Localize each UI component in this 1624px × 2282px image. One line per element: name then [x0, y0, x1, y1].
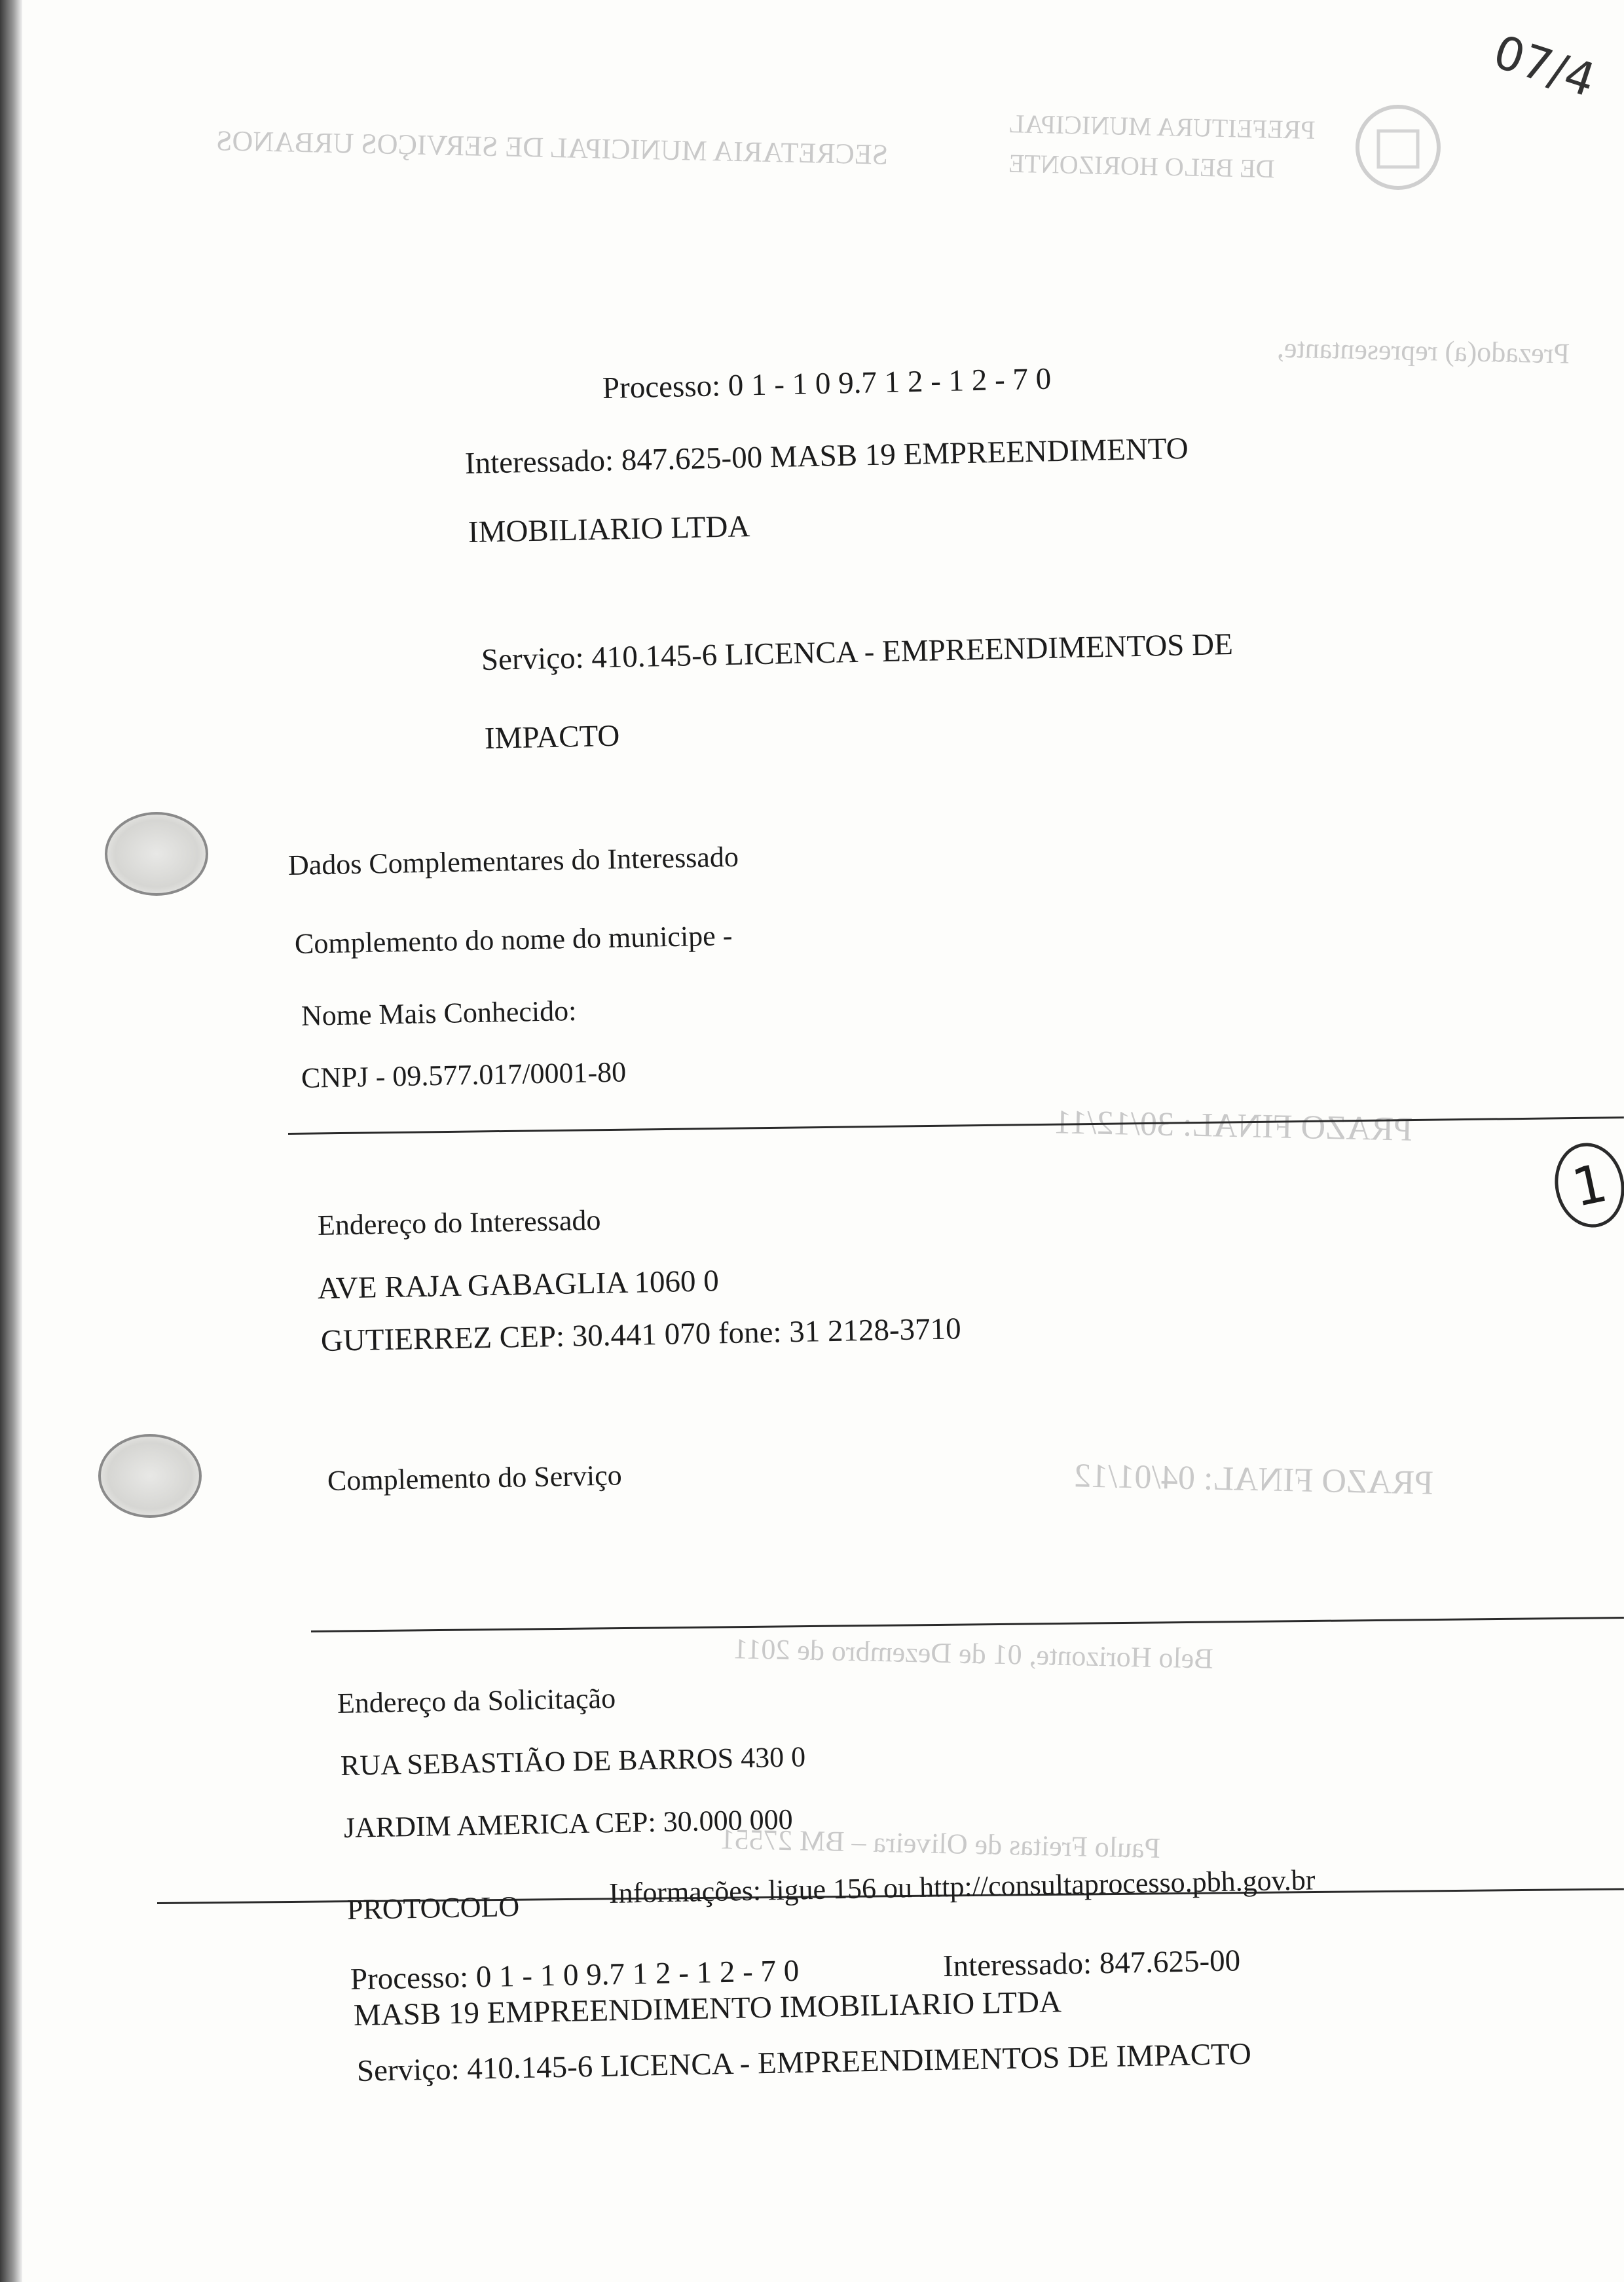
- nome-conhecido-label: Nome Mais Conhecido:: [301, 994, 577, 1032]
- processo-line: Processo: 0 1 - 1 0 9.7 1 2 - 1 2 - 7 0: [602, 361, 1052, 405]
- cnpj-value: CNPJ - 09.577.017/0001-80: [301, 1056, 627, 1094]
- endereco-solicitacao-heading: Endereço da Solicitação: [337, 1682, 616, 1720]
- punch-hole-bottom: [98, 1434, 202, 1518]
- protocolo-empresa: MASB 19 EMPREENDIMENTO IMOBILIARIO LTDA: [353, 1985, 1062, 2033]
- ghost-header-right-2: DE BELO HORIZONTE: [1008, 148, 1276, 184]
- complemento-servico-heading: Complemento do Serviço: [327, 1459, 623, 1497]
- ghost-signature: Paulo Freitas de Oliveira – BM 27551: [720, 1822, 1161, 1865]
- servico-line-2: IMPACTO: [484, 718, 620, 756]
- circled-number-annotation: 1: [1547, 1137, 1624, 1234]
- ghost-header-right-1: PREFEITURA MUNICIPAL: [1008, 109, 1316, 145]
- punch-hole-top: [105, 812, 208, 896]
- ghost-salutation: Prezado(a) representante,: [1276, 331, 1570, 370]
- endereco-solicitacao-line-1: RUA SEBASTIÃO DE BARROS 430 0: [340, 1740, 806, 1782]
- endereco-interessado-line-1: AVE RAJA GABAGLIA 1060 0: [317, 1264, 720, 1306]
- protocolo-interessado: Interessado: 847.625-00: [942, 1943, 1241, 1983]
- handwritten-page-mark: 07/4: [1487, 24, 1602, 108]
- divider-2: [311, 1617, 1624, 1632]
- ghost-header-left: SECRETARIA MUNICIPAL DE SERVIÇOS URBANOS: [215, 124, 889, 171]
- scanned-page-edge: [0, 0, 22, 2282]
- interessado-line-2: IMOBILIARIO LTDA: [468, 509, 750, 549]
- protocolo-info: Informações: ligue 156 ou http://consultaprocesso.pbh.gov.br: [608, 1864, 1316, 1909]
- seal-icon: [1349, 98, 1447, 196]
- servico-line-1: Serviço: 410.145-6 LICENCA - EMPREENDIMENTOS DE: [481, 627, 1234, 677]
- protocolo-servico: Serviço: 410.145-6 LICENCA - EMPREENDIMENTOS DE IMPACTO: [356, 2036, 1252, 2088]
- protocolo-processo: Processo: 0 1 - 1 0 9.7 1 2 - 1 2 - 7 0: [350, 1953, 800, 1997]
- ghost-prazo-1: PRAZO FINAL: 30/12/11: [1054, 1103, 1413, 1149]
- divider-1: [288, 1116, 1624, 1135]
- endereco-solicitacao-line-2: JARDIM AMERICA CEP: 30.000 000: [343, 1803, 794, 1844]
- protocolo-label: PROTOCOLO: [346, 1890, 520, 1926]
- ghost-prazo-2: PRAZO FINAL: 04/01/12: [1073, 1457, 1434, 1502]
- dados-complementares-heading: Dados Complementares do Interessado: [287, 840, 739, 881]
- ghost-date-line: Belo Horizonte, 01 de Dezembro de 2011: [733, 1632, 1214, 1675]
- endereco-interessado-line-2: GUTIERREZ CEP: 30.441 070 fone: 31 2128-3710: [320, 1312, 962, 1358]
- endereco-interessado-heading: Endereço do Interessado: [317, 1204, 601, 1242]
- complemento-nome-label: Complemento do nome do municipe -: [294, 919, 733, 960]
- interessado-line-1: Interessado: 847.625-00 MASB 19 EMPREENDIMENTO: [464, 431, 1189, 481]
